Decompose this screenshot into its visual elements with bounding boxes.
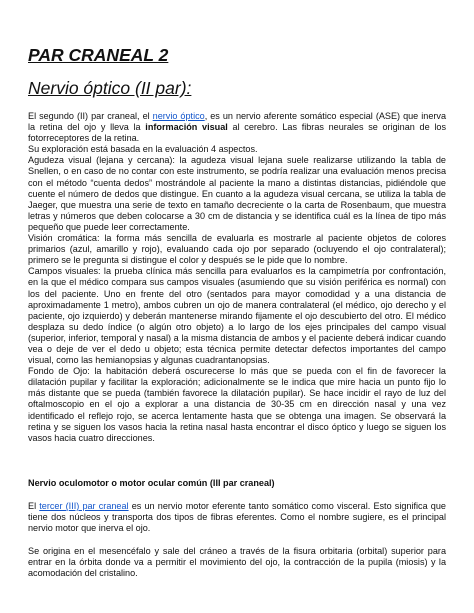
oculomotor-paragraph-2: Se origina en el mesencéfalo y sale del cráneo a través de la fisura orbitaria (orbital) superior para entrar en la órbita donde va a permitir el movimiento del ojo, la contracción de la pupila (miosis) y la acomodación del cristalino.	[28, 546, 446, 579]
nervio-optico-link[interactable]: nervio óptico	[152, 111, 205, 121]
p2-text-1: El	[28, 500, 40, 511]
agudeza-visual-paragraph: Agudeza visual (lejana y cercana): la agudeza visual lejana suele realizarse utilizando la tabla de Snellen, o en caso de no contar con este instrumento, se podría realizar una evaluación menos precisa con el método “cuenta dedos” mostrándole al paciente la mano a distintas distancias, pidiéndole que cuente el número de dedos que distingue. En cuanto a la agudeza visual cercana, se utiliza la tabla de Jaeger, que muestra una serie de texto en tamaño decreciente o la carta de Rosenbaum, que muestra letras y números que deben colocarse a 30 cm de distancia y se identifica cuál es la línea de tipo más pequeño que puede leer correctamente.	[28, 155, 446, 232]
section-2-body	[28, 501, 446, 580]
intro-text-3: al cerebro. Las fibras neurales se originan de los fotorreceptores de la retina.	[28, 122, 446, 144]
exploration-line: Su exploración está basada en la evaluación 4 aspectos.	[28, 144, 258, 155]
section-2-title: Nervio oculomotor o motor ocular común (III par craneal)	[28, 477, 275, 488]
section-1-body	[28, 111, 446, 444]
page-subtitle: Nervio óptico (II par):	[28, 78, 192, 98]
oculomotor-paragraph-1	[28, 501, 446, 534]
page-title: PAR CRANEAL 2	[28, 45, 169, 65]
intro-text-2: , es un nervio aferente somático especial (ASE) que inerva la retina del ojo y lleva la	[28, 111, 447, 133]
fondo-de-ojo-paragraph: Fondo de Ojo: la habitación deberá oscurecerse lo más que se pueda con el fin de favorecer la dilatación pupilar y facilitar la exploración; adicionalmente se le indica que mire hacia un punto fijo lo más distante que se pueda (también favorece la dilatación pupilar). Se hace incidir el rayo de luz del oftalmoscopio en el ojo a explorar a una distancia de 30-35 cm en dirección nasal y una vez identificado el reflejo rojo, se acerca lentamente hasta que se obtenga una imagen. Se observará la retina y se siguen los vasos hacia la retina nasal hasta encontrar el disco óptico y luego se siguen los vasos hacia cuatro direcciones.	[28, 366, 446, 443]
campos-visuales-paragraph: Campos visuales: la prueba clínica más sencilla para evaluarlos es la campimetría por confrontación, en la que el médico compara sus campos visuales (asumiendo que su visión periférica es normal) con los del paciente. Uno en frente del otro (sentados para mayor comodidad y a una distancia de aproximadamente 1 metro), ambos cubren un ojo de manera contralateral (el médico, ojo derecho y el paciente, ojo izquierdo) y deberán mantenerse mirando fijamente el ojo descubierto del otro. El médico desplaza su dedo índice (o algún otro objeto) a lo largo de los ejes principales del campo visual (superior, inferior, temporal y nasal) a la misma distancia de ambos y el paciente deberá indicar cuando vea o deje de ver el dedo u objeto; esta técnica permite detectar defectos importantes del campo visual, como las hemianopsias y algunas cuadrantanopsias.	[28, 266, 446, 366]
vision-cromatica-paragraph: Visión cromática: la forma más sencilla de evaluarla es mostrarle al paciente objetos de colores primarios (azul, amarillo y rojo), evaluando cada ojo por separado (ocluyendo el ojo contralateral); primero se le pregunta si distingue el color y después se le pide que lo nombre.	[28, 233, 446, 266]
intro-text-1: El segundo (II) par craneal, el	[28, 111, 153, 121]
tercer-par-craneal-link[interactable]: tercer (III) par craneal	[39, 500, 129, 511]
intro-bold-text: información visual	[145, 122, 228, 133]
p2-text-2: es un nervio motor eferente tanto somático como visceral. Esto significa que tiene dos núcleos y transporta dos tipos de fibras eferentes. Como el nombre sugiere, es el principal nervio motor que inerva el ojo.	[28, 500, 446, 534]
intro-paragraph	[28, 111, 446, 144]
